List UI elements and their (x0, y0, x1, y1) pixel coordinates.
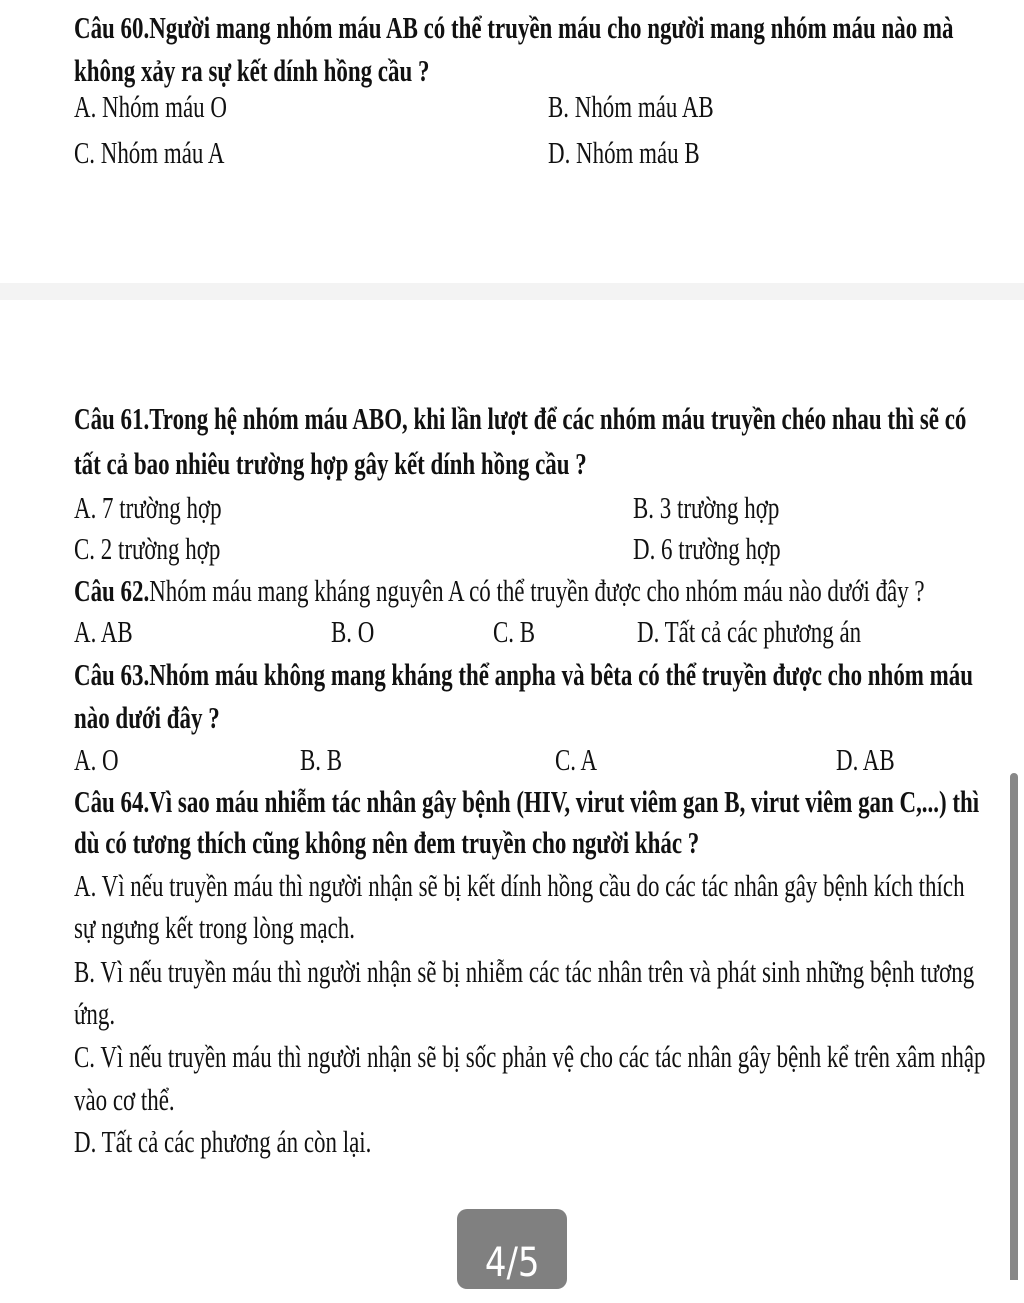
question-63-option-a[interactable]: A. O (74, 742, 119, 777)
question-60-line-2: không xảy ra sự kết dính hồng cầu ? (74, 53, 430, 88)
question-60-option-c[interactable]: C. Nhóm máu A (74, 135, 225, 170)
question-64-text: Vì sao máu nhiễm tác nhân gây bệnh (HIV, virut viêm gan B, virut viêm gan C,...) thì (149, 784, 980, 819)
question-63-option-c[interactable]: C. A (555, 742, 598, 777)
question-64-option-c-text: C. Vì nếu truyền máu thì người nhận sẽ bị sốc phản vệ cho các tác nhân gây bệnh kể trên xâm nhập (74, 1039, 986, 1074)
question-62-option-d[interactable]: D. Tất cả các phương án (637, 614, 862, 649)
page-separator (0, 283, 1024, 300)
question-64-option-b-continued[interactable]: ứng. (74, 996, 116, 1031)
question-62-option-c[interactable]: C. B (493, 614, 536, 649)
question-63-line-2: nào dưới đây ? (74, 700, 220, 735)
question-62-option-a[interactable]: A. AB (74, 614, 133, 649)
question-60-line-1 (74, 10, 954, 46)
question-62-label: Câu 62. (74, 573, 150, 608)
page-indicator-badge (457, 1209, 567, 1289)
question-61-line-2: tất cả bao nhiêu trường hợp gây kết dính hồng cầu ? (74, 446, 587, 481)
question-64-line-2: dù có tương thích cũng không nên đem truyền cho người khác ? (74, 825, 700, 860)
question-64-label: Câu 64. (74, 784, 150, 819)
question-63-label: Câu 63. (74, 657, 150, 692)
question-64-option-a-text: A. Vì nếu truyền máu thì người nhận sẽ bị kết dính hồng cầu do các tác nhân gây bệnh kích thích (74, 868, 965, 903)
question-60-option-a[interactable]: A. Nhóm máu O (74, 89, 227, 124)
question-64-option-b[interactable] (74, 954, 974, 990)
question-64-option-c[interactable] (74, 1039, 986, 1075)
page-indicator-text: 4/5 (484, 1240, 540, 1286)
question-60-option-b[interactable]: B. Nhóm máu AB (548, 89, 714, 124)
question-61-option-d[interactable]: D. 6 trường hợp (633, 531, 781, 566)
question-61-option-b[interactable]: B. 3 trường hợp (633, 490, 780, 525)
question-63-option-d[interactable]: D. AB (836, 742, 895, 777)
question-61-option-a[interactable]: A. 7 trường hợp (74, 490, 222, 525)
question-60-label: Câu 60. (74, 10, 150, 45)
question-64-option-a[interactable] (74, 868, 965, 904)
question-61-option-c[interactable]: C. 2 trường hợp (74, 531, 221, 566)
question-64-option-d[interactable]: D. Tất cả các phương án còn lại. (74, 1124, 372, 1159)
question-61-label: Câu 61. (74, 401, 150, 436)
question-64-option-c-continued[interactable]: vào cơ thể. (74, 1082, 175, 1117)
question-64-option-b-text: B. Vì nếu truyền máu thì người nhận sẽ bị nhiễm các tác nhân trên và phát sinh những bệnh tương (74, 954, 975, 989)
question-63-option-b[interactable]: B. B (300, 742, 343, 777)
question-61-text: Trong hệ nhóm máu ABO, khi lần lượt để các nhóm máu truyền chéo nhau thì sẽ có (149, 401, 967, 436)
question-60-text: Người mang nhóm máu AB có thể truyền máu cho người mang nhóm máu nào mà (149, 10, 954, 45)
question-62-option-b[interactable]: B. O (331, 614, 375, 649)
question-63-line-1 (74, 657, 973, 693)
question-60-option-d[interactable]: D. Nhóm máu B (548, 135, 700, 170)
question-61-line-1 (74, 401, 966, 437)
question-63-text: Nhóm máu không mang kháng thể anpha và bêta có thể truyền được cho nhóm máu (149, 657, 973, 692)
question-64-line-1 (74, 784, 979, 820)
question-64-option-a-continued[interactable]: sự ngưng kết trong lòng mạch. (74, 910, 356, 945)
question-62-text: Nhóm máu mang kháng nguyên A có thể truyền được cho nhóm máu nào dưới đây ? (149, 573, 925, 608)
question-62-line-1 (74, 573, 925, 609)
scrollbar-thumb[interactable] (1010, 773, 1018, 1280)
